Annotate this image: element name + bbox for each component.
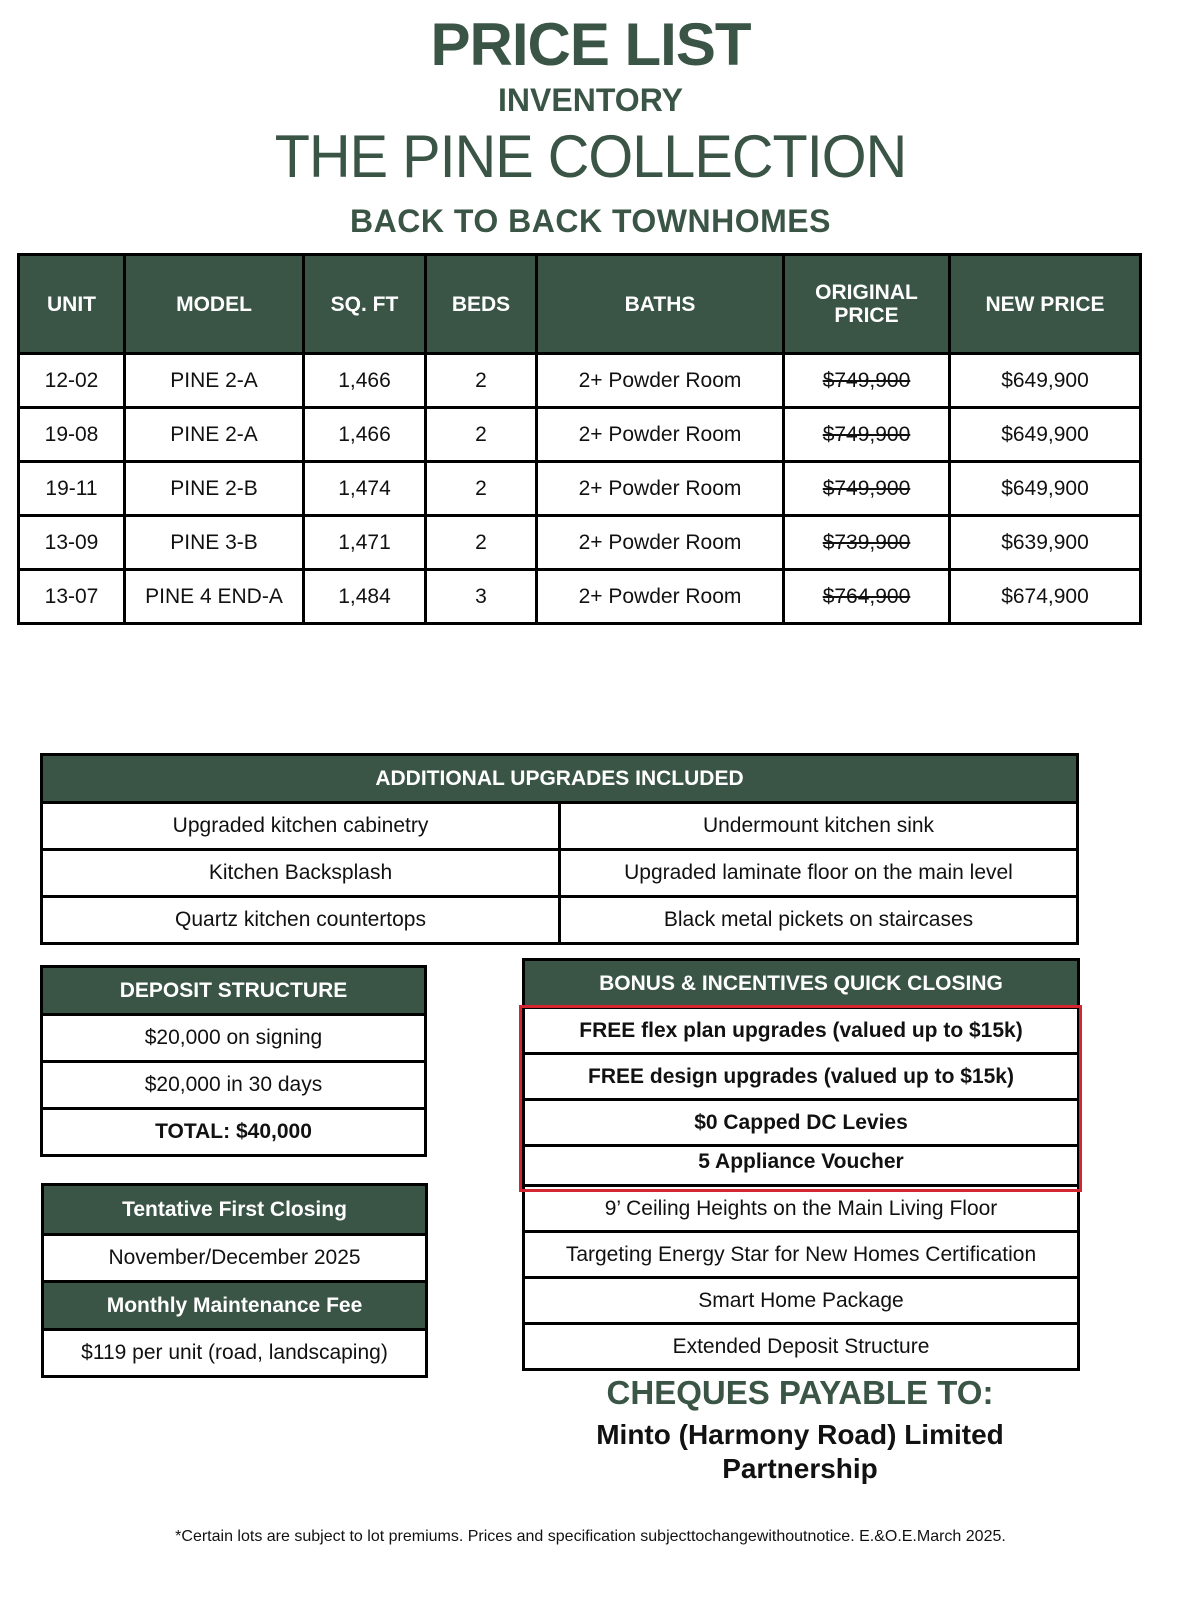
beds-cell: 2 <box>426 516 537 570</box>
footnote: *Certain lots are subject to lot premiums. Prices and specification subjecttochangewithoutnotice. E.&O.E.March 2025. <box>175 1528 1006 1545</box>
baths-cell: 2+ Powder Room <box>537 354 784 408</box>
unit-cell: 12-02 <box>19 354 125 408</box>
original-price-cell: $764,900 <box>784 570 950 624</box>
bonus-item: 9’ Ceiling Heights on the Main Living Floor <box>524 1186 1079 1232</box>
cheques-payable-label: CHEQUES PAYABLE TO: <box>606 1374 994 1411</box>
upgrade-item: Upgraded kitchen cabinetry <box>42 803 560 850</box>
maintenance-fee-title: Monthly Maintenance Fee <box>43 1282 427 1330</box>
upgrades-table <box>40 753 1079 945</box>
deposit-total: TOTAL: $40,000 <box>42 1109 426 1156</box>
unit-cell: 19-11 <box>19 462 125 516</box>
new-price-cell: $649,900 <box>950 354 1141 408</box>
model-cell: PINE 2-A <box>125 354 304 408</box>
deposit-title: DEPOSIT STRUCTURE <box>42 967 426 1015</box>
new-price-cell: $649,900 <box>950 462 1141 516</box>
baths-cell: 2+ Powder Room <box>537 462 784 516</box>
upgrade-item: Quartz kitchen countertops <box>42 897 560 944</box>
original-price-cell: $749,900 <box>784 462 950 516</box>
table-row <box>19 462 1141 516</box>
model-cell: PINE 4 END-A <box>125 570 304 624</box>
beds-cell: 3 <box>426 570 537 624</box>
closing-table <box>41 1183 428 1378</box>
sqft-cell: 1,474 <box>304 462 426 516</box>
cheques-payee: Minto (Harmony Road) Limited Partnership <box>596 1419 1004 1484</box>
beds-cell: 2 <box>426 354 537 408</box>
upgrades-row <box>42 897 1078 944</box>
bonus-incentives-table <box>522 958 1080 1371</box>
bonus-item: Smart Home Package <box>524 1278 1079 1324</box>
baths-cell: 2+ Powder Room <box>537 516 784 570</box>
unit-cell: 19-08 <box>19 408 125 462</box>
beds-cell: 2 <box>426 462 537 516</box>
upgrade-item: Kitchen Backsplash <box>42 850 560 897</box>
new-price-cell: $639,900 <box>950 516 1141 570</box>
original-price-cell: $749,900 <box>784 408 950 462</box>
new-price-cell: $674,900 <box>950 570 1141 624</box>
column-header-baths: BATHS <box>537 255 784 354</box>
sqft-cell: 1,466 <box>304 408 426 462</box>
column-header-original-price: ORIGINAL PRICE <box>784 255 950 354</box>
new-price-cell: $649,900 <box>950 408 1141 462</box>
bonus-highlight-item: FREE design upgrades (valued up to $15k) <box>524 1054 1079 1100</box>
original-price-cell: $749,900 <box>784 354 950 408</box>
sqft-cell: 1,471 <box>304 516 426 570</box>
price-table <box>17 253 1142 625</box>
upgrade-item: Upgraded laminate floor on the main level <box>560 850 1078 897</box>
closing-date: November/December 2025 <box>43 1235 427 1282</box>
model-cell: PINE 2-B <box>125 462 304 516</box>
bonus-item: Targeting Energy Star for New Homes Certification <box>524 1232 1079 1278</box>
sqft-cell: 1,466 <box>304 354 426 408</box>
bonus-item: Extended Deposit Structure <box>524 1324 1079 1370</box>
bonus-title: BONUS & INCENTIVES QUICK CLOSING <box>524 960 1079 1008</box>
column-header-sqft: SQ. FT <box>304 255 426 354</box>
deposit-structure-table <box>40 965 427 1157</box>
closing-title: Tentative First Closing <box>43 1185 427 1235</box>
maintenance-fee-value: $119 per unit (road, landscaping) <box>43 1330 427 1377</box>
upgrades-row <box>42 850 1078 897</box>
column-header-beds: BEDS <box>426 255 537 354</box>
price-table-header <box>19 255 1141 354</box>
upgrade-item: Undermount kitchen sink <box>560 803 1078 850</box>
deposit-item: $20,000 on signing <box>42 1015 426 1062</box>
column-header-unit: UNIT <box>19 255 125 354</box>
model-cell: PINE 3-B <box>125 516 304 570</box>
sqft-cell: 1,484 <box>304 570 426 624</box>
upgrades-title: ADDITIONAL UPGRADES INCLUDED <box>42 755 1078 803</box>
model-cell: PINE 2-A <box>125 408 304 462</box>
bonus-highlight-item: 5 Appliance Voucher <box>524 1146 1079 1186</box>
unit-cell: 13-07 <box>19 570 125 624</box>
collection-name: THE PINE COLLECTION <box>274 123 907 190</box>
beds-cell: 2 <box>426 408 537 462</box>
deposit-item: $20,000 in 30 days <box>42 1062 426 1109</box>
page-subtitle: INVENTORY <box>498 82 683 118</box>
upgrade-item: Black metal pickets on staircases <box>560 897 1078 944</box>
column-header-new-price: NEW PRICE <box>950 255 1141 354</box>
baths-cell: 2+ Powder Room <box>537 408 784 462</box>
original-price-cell: $739,900 <box>784 516 950 570</box>
table-row <box>19 570 1141 624</box>
column-header-model: MODEL <box>125 255 304 354</box>
page-title: PRICE LIST <box>430 11 751 78</box>
product-type: BACK TO BACK TOWNHOMES <box>350 203 831 239</box>
unit-cell: 13-09 <box>19 516 125 570</box>
table-row <box>19 354 1141 408</box>
table-row <box>19 516 1141 570</box>
baths-cell: 2+ Powder Room <box>537 570 784 624</box>
bonus-highlight-item: $0 Capped DC Levies <box>524 1100 1079 1146</box>
upgrades-row <box>42 803 1078 850</box>
table-row <box>19 408 1141 462</box>
bonus-highlight-item: FREE flex plan upgrades (valued up to $15k) <box>524 1008 1079 1054</box>
